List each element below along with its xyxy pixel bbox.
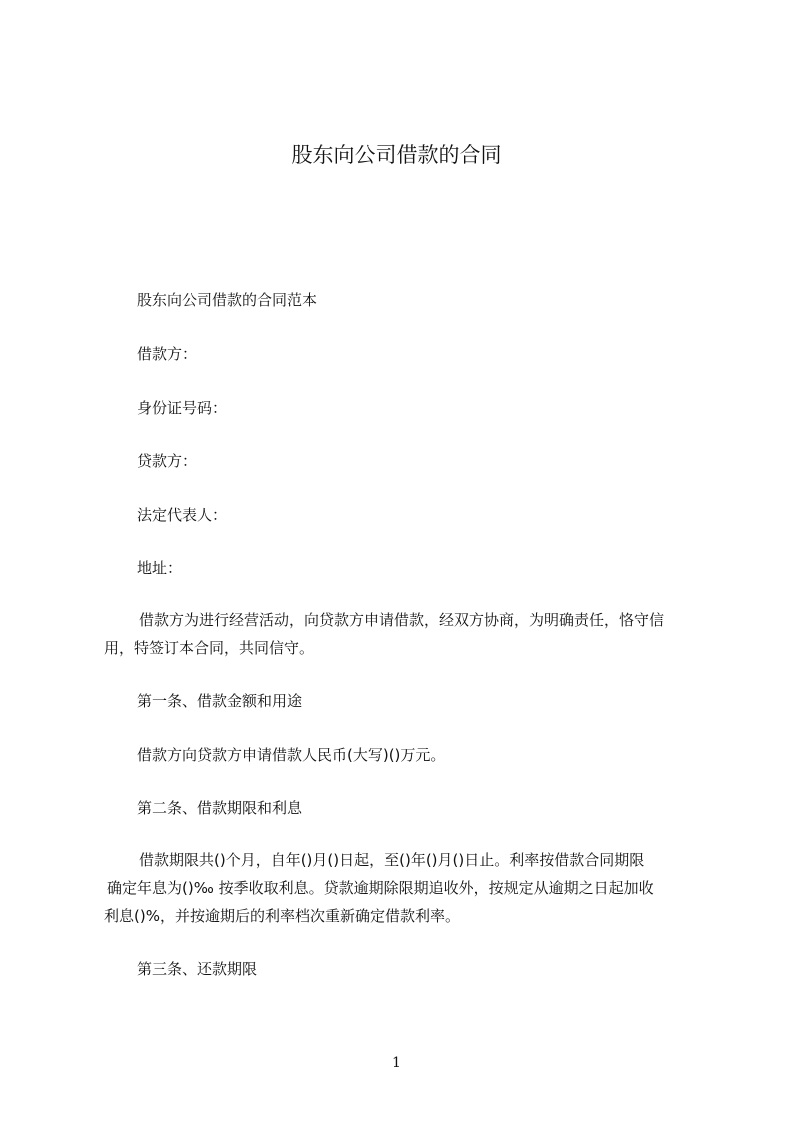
intro-line: 用，特签订本合同，共同信守。	[104, 639, 315, 657]
article2-line: 确定年息为()‰ 按季收取利息。贷款逾期除限期追收外，按规定从逾期之日起加收	[107, 879, 654, 897]
article2-heading: 第二条、借款期限和利息	[137, 799, 303, 817]
article2-line: 利息()%，并按逾期后的利率档次重新确定借款利率。	[104, 907, 460, 925]
lender-field: 贷款方：	[137, 452, 198, 470]
intro-paragraph	[104, 606, 704, 662]
article2-line: 借款期限共()个月，自年()月()日起，至()年()月()日止。利率按借款合同期限	[139, 851, 645, 869]
legal-representative-field: 法定代表人：	[137, 506, 228, 524]
article3-heading: 第三条、还款期限	[137, 960, 258, 978]
document-subtitle: 股东向公司借款的合同范本	[137, 291, 318, 309]
article2-paragraph	[104, 846, 704, 930]
article1-text: 借款方向贷款方申请借款人民币(大写)()万元。	[137, 746, 446, 764]
document-title: 股东向公司借款的合同	[291, 143, 502, 167]
article1-heading: 第一条、借款金额和用途	[137, 692, 303, 710]
id-number-field: 身份证号码：	[137, 399, 228, 417]
page-number: 1	[392, 1055, 401, 1071]
address-field: 地址：	[137, 559, 183, 577]
intro-line: 借款方为进行经营活动，向贷款方申请借款，经双方协商，为明确责任，恪守信	[139, 611, 665, 629]
borrower-field: 借款方：	[137, 345, 198, 363]
